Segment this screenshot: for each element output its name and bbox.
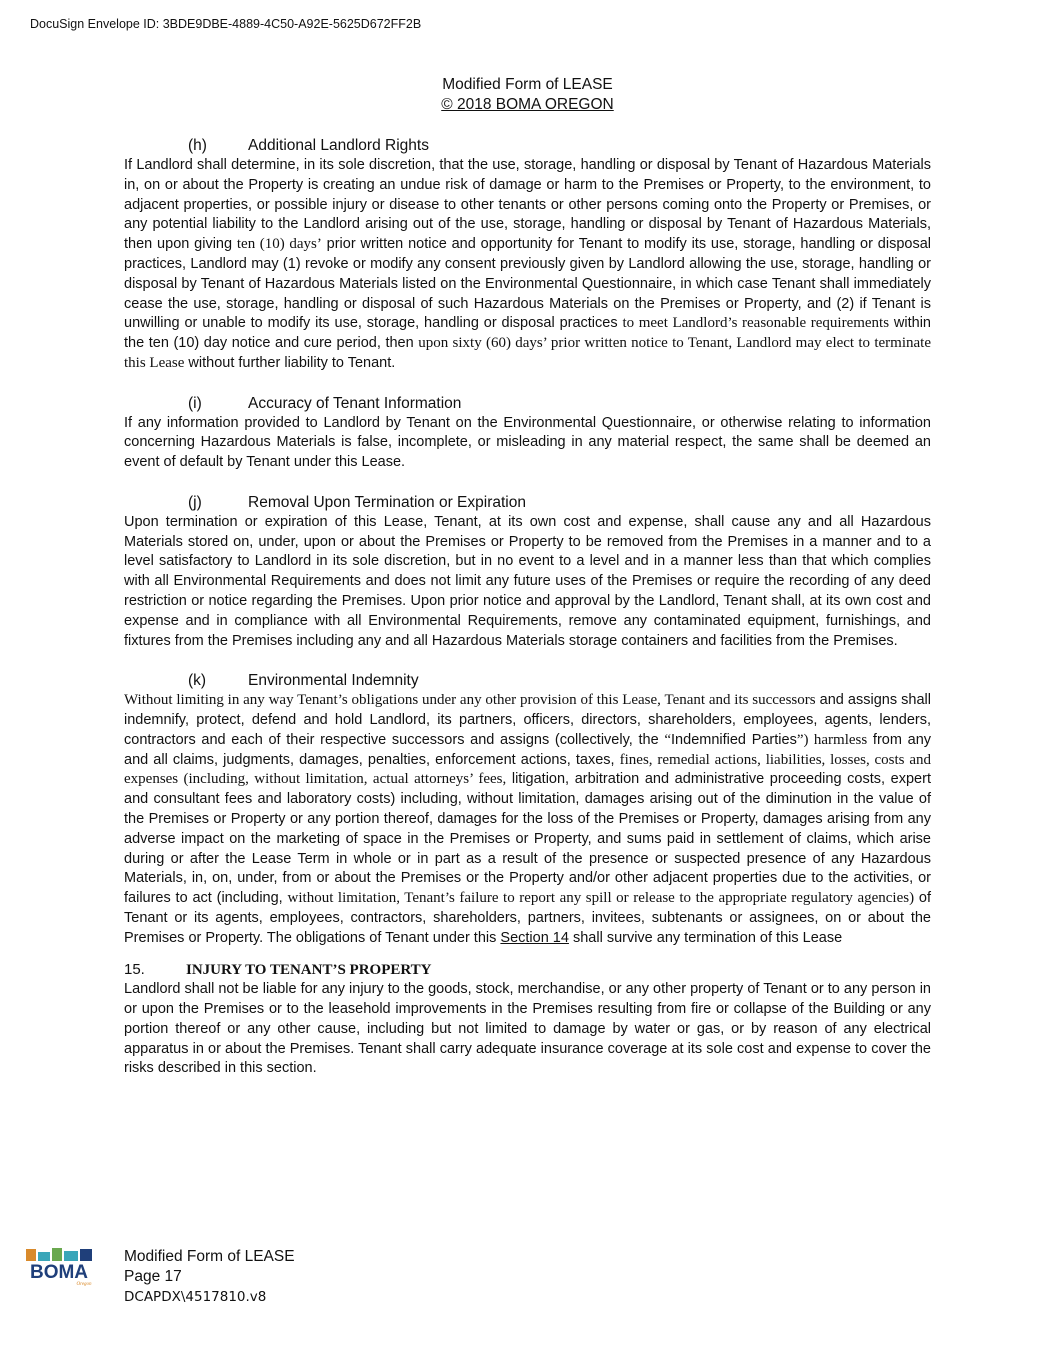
section-h bbox=[124, 136, 931, 374]
logo-subtext: Oregon bbox=[76, 1282, 92, 1287]
section-j-letter: (j) bbox=[188, 493, 202, 511]
section-k-text-b: and assigns shall indemnify, protect, defend and hold Landlord, its partners, officers, directors, shareholders, employees, agents, lenders, contractors and each of their respective successors and assigns (collectively, the bbox=[124, 692, 931, 748]
section-15-heading bbox=[124, 960, 931, 980]
section-h-text-a: If Landlord shall determine, in its sole discretion, that the use, storage, handling or disposal by Tenant of Hazardous Materials in, on or about the Property is creating an undue risk of damage or harm to the Premises or Property, to the environment, to adjacent properties, or possible injury or disease to other tenants or other persons coming onto the Property or Premises, or any potential liability to the Landlord arising out of the use, storage, handling or disposal by Tenant of Hazardous Materials, then upon giving bbox=[124, 157, 931, 253]
section-j-title: Removal Upon Termination or Expiration bbox=[248, 493, 526, 511]
section-i-letter: (i) bbox=[188, 394, 202, 412]
document-header bbox=[0, 75, 1055, 115]
section-15-number: 15. bbox=[124, 961, 145, 979]
boma-logo-icon bbox=[24, 1247, 98, 1287]
section-k-text-a: Without limiting in any way Tenant’s obligations under any other provision of this Lease, Tenant and its successors bbox=[124, 692, 816, 709]
section-i bbox=[124, 394, 931, 473]
section-k-text-g: fines, remedial actions, liabilities, losses, costs and expenses (including, without limitation, actual attorneys’ fees, bbox=[124, 751, 931, 788]
footer-document-code: DCAPDX\4517810.v8 bbox=[124, 1289, 267, 1305]
section-h-text-b: ten (10) days’ bbox=[236, 236, 322, 253]
section-i-title: Accuracy of Tenant Information bbox=[248, 394, 462, 412]
page-footer bbox=[124, 1247, 295, 1307]
logo-block-orange bbox=[26, 1249, 36, 1261]
section-k-heading bbox=[124, 671, 931, 691]
section-i-heading bbox=[124, 394, 931, 414]
footer-form-title: Modified Form of LEASE bbox=[124, 1248, 295, 1265]
section-h-paragraph bbox=[124, 156, 931, 374]
section-k-text-j: of Tenant or its agents, employees, contractors, shareholders, partners, invitees, subtenants or assignees, on or about the Premises or Property. The obligations of Tenant under this bbox=[124, 890, 932, 946]
section-h-letter: (h) bbox=[188, 137, 207, 154]
logo-block-blue bbox=[80, 1249, 92, 1261]
logo-wordmark: BOMA bbox=[29, 1262, 89, 1283]
section-k-text-l: shall survive any termination of this Lease bbox=[568, 929, 843, 946]
section-k bbox=[124, 671, 931, 948]
section-15 bbox=[124, 960, 931, 1079]
section-i-paragraph: If any information provided to Landlord by Tenant on the Environmental Questionnaire, or otherwise relating to information concerning Hazardous Materials is false, incomplete, or misleading in any material respect, the same shall be deemed an event of default by Tenant under this Lease. bbox=[124, 414, 931, 471]
section-h-text-d: to meet Landlord’s reasonable requirements bbox=[622, 315, 890, 332]
section-k-text-f: from any and all claims, judgments, damages, penalties, enforcement actions, taxes, bbox=[124, 731, 932, 768]
section-k-text-e: ”) harmless bbox=[796, 731, 868, 748]
section-j bbox=[124, 493, 931, 652]
section-h-text-c: prior written notice and opportunity for Tenant to modify its use, storage, handling or disposal practices, Landlord may (1) revoke or modify any consent previously given by Landlord allowing the use, storage, handling or disposal by Tenant of Hazardous Materials listed on the Environmental Questionnaire, in which case Tenant shall immediately cease the use, storage, handling or disposal of such Hazardous Materials on the Premises or Property, and (2) if Tenant is unwilling or unable to modify its use, storage, handling or disposal practices bbox=[124, 236, 931, 332]
section-h-text-f: upon sixty (60) days’ prior written notice to Tenant, Landlord may elect to terminate this Lease bbox=[124, 335, 931, 371]
section-15-title: INJURY TO TENANT’S PROPERTY bbox=[186, 962, 432, 979]
logo-block-teal-2 bbox=[64, 1251, 78, 1261]
logo-block-green bbox=[52, 1248, 62, 1261]
section-k-letter: (k) bbox=[188, 672, 207, 690]
section-k-text-h: litigation, arbitration and administrative proceeding costs, expert and consultant fees and laboratory costs) including, without limitation, damages arising out of the diminution in the value of the Premises or Property or any portion thereof, damages for the loss of the Premises or Property, damages arising from any adverse impact on the marketing of space in the Premises or Property, and sums paid in settlement of claims, which arise during or after the Lease Term in whole or in part as a result of the presence or suspected presence of any Hazardous Materials, in, on, under, from or about the Premises or the Property and/or other adjacent properties due to the activities, or failures to act (including, bbox=[124, 771, 931, 907]
section-14-reference: Section 14 bbox=[500, 929, 569, 946]
section-h-title: Additional Landlord Rights bbox=[248, 137, 429, 154]
section-j-heading bbox=[124, 493, 931, 513]
section-k-paragraph bbox=[124, 691, 931, 948]
section-h-text-g: without further liability to Tenant. bbox=[184, 354, 396, 371]
docusign-envelope-id: DocuSign Envelope ID: 3BDE9DBE-4889-4C50-A92E-5625D672FF2B bbox=[30, 17, 422, 31]
footer-page-number: Page 17 bbox=[124, 1268, 182, 1285]
section-k-title: Environmental Indemnity bbox=[248, 672, 419, 690]
logo-block-teal bbox=[38, 1252, 50, 1261]
section-k-text-d: Indemnified Parties bbox=[671, 731, 797, 748]
section-k-text-i: without limitation, Tenant’s failure to report any spill or release to the appropriate regulatory agencies) bbox=[287, 890, 915, 907]
section-h-heading bbox=[124, 136, 931, 156]
section-k-text-c: “ bbox=[664, 731, 672, 748]
section-15-paragraph: Landlord shall not be liable for any injury to the goods, stock, merchandise, or any other property of Tenant or to any person in or upon the Premises or to the leasehold improvements in the Premises resulting from fire or collapse of the Building or any portion thereof or any other cause, including but not limited to damage by water or gas, or by reason of any electrical apparatus in or about the Premises. Tenant shall carry adequate insurance coverage at its sole cost and expense to cover the risks described in this section. bbox=[124, 981, 931, 1077]
section-j-paragraph: Upon termination or expiration of this Lease, Tenant, at its own cost and expense, shall cause any and all Hazardous Materials stored on, under, upon or about the Premises or Property to be removed from the Premises in a manner and to a level satisfactory to Landlord in its sole discretion, but in no event to a level and in a manner less than that which complies with all Environmental Requirements and does not limit any future uses of the Premises or require the recording of any deed restriction or notice regarding the Premises. Upon prior notice and approval by the Landlord, Tenant shall, at its own cost and expense and in compliance with all Environmental Requirements, remove any contaminated equipment, furnishings, and fixtures from the Premises including any and all Hazardous Materials storage containers and facilities from the Premises. bbox=[124, 513, 931, 649]
section-h-text-e: within the ten (10) day notice and cure period, then bbox=[124, 315, 931, 352]
header-form-title: Modified Form of LEASE bbox=[442, 76, 613, 93]
header-copyright: © 2018 BOMA OREGON bbox=[441, 96, 614, 113]
document-body bbox=[124, 136, 931, 1099]
